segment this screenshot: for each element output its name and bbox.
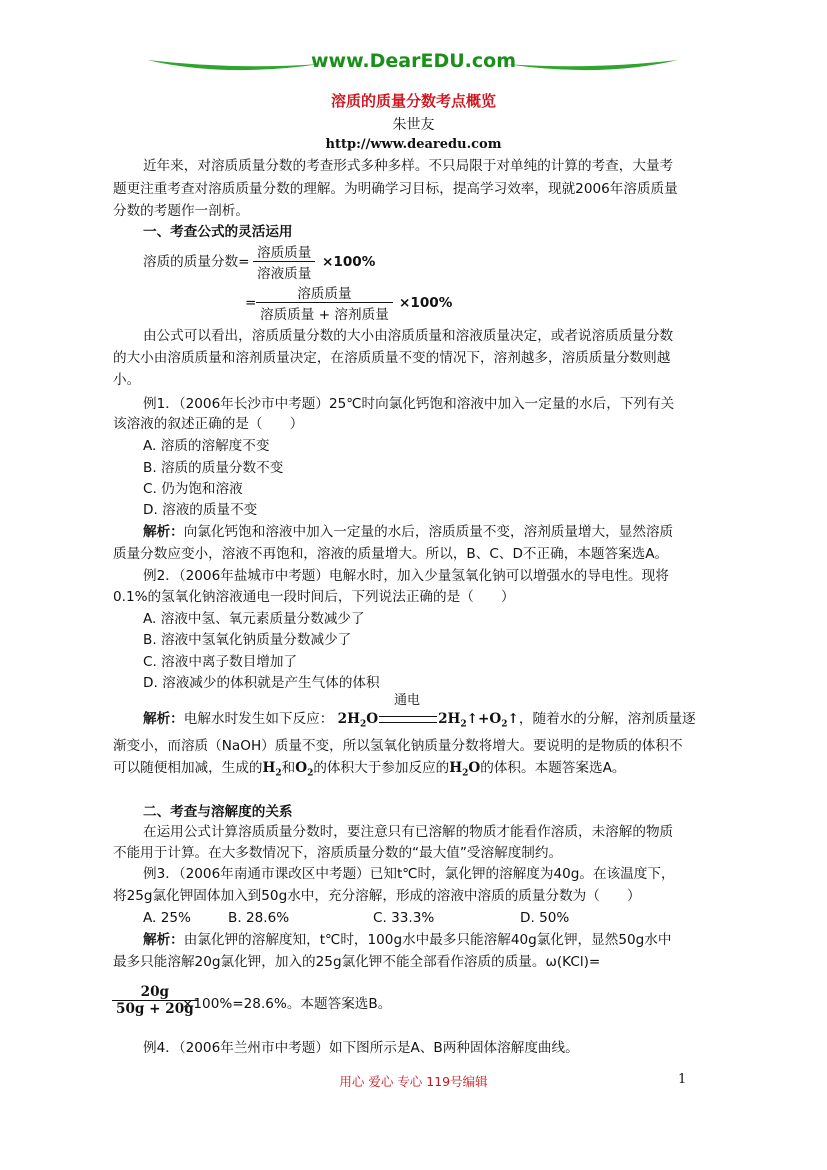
- formula1-suffix: ×100%: [322, 254, 376, 270]
- ex3-answer-2: 最多只能溶解20g氯化钾，加入的25g氯化钾不能全部看作溶质的质量。ω(KCl)=: [113, 954, 601, 970]
- formula1-prefix: 溶质的质量分数=: [143, 254, 250, 270]
- ex2-answer-3: [113, 758, 625, 784]
- ex3-option-c: C. 33.3%: [373, 910, 435, 926]
- formula-o2: $O_2$: [295, 760, 314, 779]
- ex3-answer-1: [143, 930, 671, 950]
- ex2-answer-pre: 电解水时发生如下反应：: [183, 711, 334, 727]
- ex1-answer-1: [143, 522, 673, 542]
- ex1-option-d: D. 溶液的质量不变: [143, 502, 258, 518]
- ex3-answer-label: 解析：: [143, 932, 184, 948]
- section2-explain-2: 不能用于计算。在大多数情况下，溶质质量分数的“最大值”受溶解度制约。: [113, 845, 563, 861]
- section1-heading: 一、考查公式的灵活运用: [143, 224, 293, 240]
- gas-arrow-icon: ↑: [466, 711, 479, 727]
- ex2-option-d: D. 溶液减少的体积就是产生气体的体积: [143, 675, 380, 691]
- ex3-option-b: B. 28.6%: [228, 910, 290, 926]
- ex2-option-a: A. 溶液中氢、氧元素质量分数减少了: [143, 611, 365, 627]
- ex2-answer-3-pre: 可以随便相加减，生成的: [113, 760, 263, 776]
- ex1-answer-label: 解析：: [143, 524, 184, 540]
- footer-slogan: 用心 爱心 专心 119号编辑: [339, 1074, 488, 1089]
- ex1-question-2: 该溶液的叙述正确的是（ ）: [113, 416, 304, 432]
- formula1-fraction: [253, 241, 315, 282]
- intro-line-2: 题更注重考查对溶质质量分数的理解。为明确学习目标，提高学习效率，现就2006年溶质质量: [113, 181, 678, 197]
- ex2-answer-3-mid2: 的体积大于参加反应的: [313, 760, 450, 776]
- section1-explain-1: 由公式可以看出，溶质质量分数的大小由溶质质量和溶液质量决定，或者说溶质质量分数: [143, 328, 674, 344]
- intro-line-3: 分数的考题作一剖析。: [113, 203, 249, 219]
- formula2-denominator: 溶质质量 + 溶剂质量: [256, 302, 393, 323]
- ex2-question-1: 例2．（2006年盐城市中考题）电解水时，加入少量氢氧化钠可以增强水的导电性。现将: [143, 568, 669, 584]
- section1-explain-3: 小。: [113, 372, 141, 388]
- ex2-answer-label: 解析：: [143, 711, 184, 727]
- section2-explain-1: 在运用公式计算溶质质量分数时，要注意只有已溶解的物质才能看作溶质，未溶解的物质: [143, 824, 674, 840]
- ex3-answer-text-1: 由氯化钾的溶解度知，t℃时，100g水中最多只能溶解40g氯化钾，显然50g水中: [183, 932, 672, 948]
- section1-explain-2: 的大小由溶质质量和溶剂质量决定，在溶质质量不变的情况下，溶剂越多，溶质质量分数则越: [113, 350, 671, 366]
- ex2-question-2: 0.1%的氢氧化钠溶液通电一段时间后，下列说法正确的是（ ）: [113, 589, 515, 605]
- formula1-denominator: 溶液质量: [253, 261, 315, 282]
- page-number: 1: [678, 1072, 687, 1087]
- formula2-fraction: [256, 282, 393, 323]
- ex4-question: 例4．（2006年兰州市中考题）如下图所示是A、B两种固体溶解度曲线。: [143, 1040, 579, 1056]
- formula1-numerator: 溶质质量: [257, 245, 312, 261]
- ex2-answer-post: ，随着水的分解，溶剂质量逐: [518, 711, 696, 727]
- section2-heading: 二、考查与溶解度的关系: [143, 804, 293, 820]
- ex3-fraction-suffix: ×100%=28.6%。本题答案选B。: [182, 996, 392, 1012]
- ex2-answer-2: 渐变小，而溶质（NaOH）质量不变，所以氢氧化钠质量分数将增大。要说明的是物质的体积不: [113, 738, 683, 754]
- ex3-question-1: 例3．（2006年南通市课改区中考题）已知t℃时，氯化钾的溶解度为40g。在该温度下，: [143, 866, 675, 882]
- ex2-answer-3-post: 的体积。本题答案选A。: [480, 760, 626, 776]
- ex3-option-d: D. 50%: [520, 910, 570, 926]
- ex2-answer-3-mid1: 和: [281, 760, 296, 776]
- author: 朱世友: [392, 117, 435, 133]
- ex3-fraction-denominator: 50g + 20g: [112, 1000, 198, 1017]
- ex1-answer-text-1: 向氯化钙饱和溶液中加入一定量的水后，溶质质量不变，溶剂质量增大，显然溶质: [183, 524, 674, 540]
- formula2-suffix: ×100%: [399, 295, 453, 311]
- ex1-question-1: 例1．（2006年长沙市中考题）25℃时向氯化钙饱和溶液中加入一定量的水后，下列有关: [143, 396, 675, 412]
- ex2-option-c: C. 溶液中离子数目增加了: [143, 654, 298, 670]
- ex3-option-a: A. 25%: [143, 910, 191, 926]
- reaction-condition: 通电: [394, 693, 421, 708]
- ex1-option-c: C. 仍为饱和溶液: [143, 481, 243, 497]
- ex3-fraction-numerator: 20g: [140, 984, 170, 1000]
- formula-h2o: $H_2O$: [449, 760, 481, 779]
- gas-arrow-icon: ↑: [507, 711, 519, 727]
- ex2-answer-1: [143, 709, 696, 735]
- source-url[interactable]: http://www.dearedu.com: [325, 137, 502, 152]
- ex2-option-b: B. 溶液中氢氧化钠质量分数减少了: [143, 632, 352, 648]
- ex1-option-a: A. 溶质的溶解度不变: [143, 438, 270, 454]
- ex3-question-2: 将25g氯化钾固体加入到50g水中，充分溶解，形成的溶液中溶质的质量分数为（ ）: [113, 888, 641, 904]
- ex1-answer-2: 质量分数应变小，溶液不再饱和，溶液的质量增大。所以，B、C、D不正确，本题答案选A。: [113, 546, 669, 562]
- formula2-prefix: =: [245, 295, 257, 311]
- formula-h2: $H_2$: [262, 760, 282, 779]
- ex1-option-b: B. 溶质的质量分数不变: [143, 460, 284, 476]
- reaction-equation: $2H_2O$ $2H_2↑+O_2↑$: [337, 711, 519, 730]
- equals-sign: [379, 716, 437, 723]
- intro-line-1: 近年来，对溶质质量分数的考查形式多种多样。不只局限于对单纯的计算的考查，大量考: [143, 158, 674, 174]
- page-title: 溶质的质量分数考点概览: [330, 92, 496, 110]
- formula2-numerator: 溶质质量: [297, 286, 352, 302]
- site-logo[interactable]: www.DearEDU.com: [310, 50, 517, 72]
